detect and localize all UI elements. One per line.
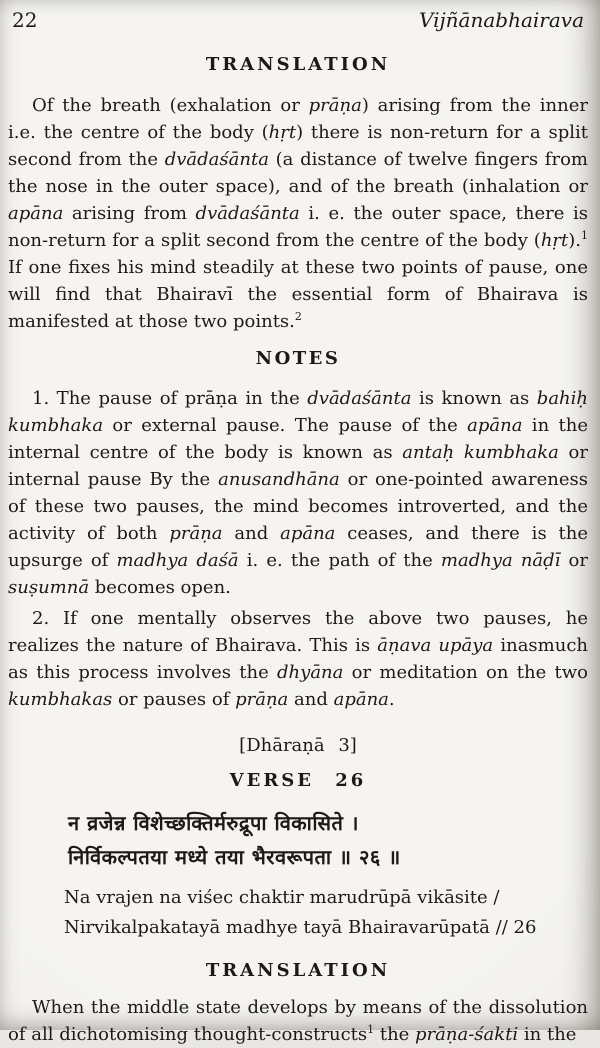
- note-2: 2. If one mentally observes the above two pauses, he realizes the nature of Bhairava. This is āṇava upāya inasmuch as this process involves the dhyāna or meditation on the two kumbhakas or pauses of prāṇa and apāna.: [8, 608, 589, 710]
- dharana-label: [Dhāraṇā 3]: [239, 735, 357, 756]
- verse-transliteration-line-2: Nirvikalpakatayā madhye tayā Bhairavarūpatā // 26: [64, 917, 537, 938]
- verse-transliteration: [64, 883, 588, 943]
- notes-heading: NOTES: [255, 348, 341, 369]
- note-1: 1. The pause of prāṇa in the dvādaśānta is known as bahiḥ kumbhaka or external pause. The pause of the apāna in the internal centre of the body is known as antaḥ kumbhaka or internal pause By the anusandhāna or one-pointed awareness of these two pauses, the mind becomes introverted, and the activity of both prāṇa and apāna ceases, and there is the upsurge of madhya daśā i. e. the path of the madhya nāḍī or suṣumnā becomes open.: [8, 388, 589, 598]
- translation-paragraph-2: When the middle state develops by means of the dissolution of all dichotomising thought-constructs$^1$ the prāṇa-śakti in the: [8, 997, 588, 1045]
- translation-heading-2: TRANSLATION: [205, 960, 391, 981]
- verse-devanagari-line-2: निर्विकल्पतया मध्ये तया भैरवरूपता ॥ २६ ॥: [68, 845, 401, 869]
- page-header: [8, 8, 588, 32]
- verse-devanagari-line-1: न व्रजेन्न विशेच्छक्तिर्मरुद्रूपा विकासिते ।: [68, 811, 359, 835]
- running-title: Vijñānabhairava: [418, 8, 584, 32]
- translation-heading: TRANSLATION: [205, 54, 391, 75]
- translation-paragraph: Of the breath (exhalation or prāṇa) arising from the inner i.e. the centre of the body (hṛt) there is non-return for a split second from the dvādaśānta (a distance of twelve fingers from the nose in the outer space), and of the breath (inhalation or apāna arising from dvādaśānta i. e. the outer space, there is non-return for a split second from the centre of the body (hṛt).$^1$ If one fixes his mind steadily at these two points of pause, one will find that Bhairavī the essential form of Bhairava is manifested at those two points.$^2$: [8, 95, 588, 332]
- page-number: 22: [12, 8, 38, 32]
- verse-heading: VERSE 26: [229, 770, 367, 791]
- verse-transliteration-line-1: Na vrajen na viśec chaktir marudrūpā vikāsite /: [64, 887, 500, 908]
- verse-devanagari: [68, 806, 588, 874]
